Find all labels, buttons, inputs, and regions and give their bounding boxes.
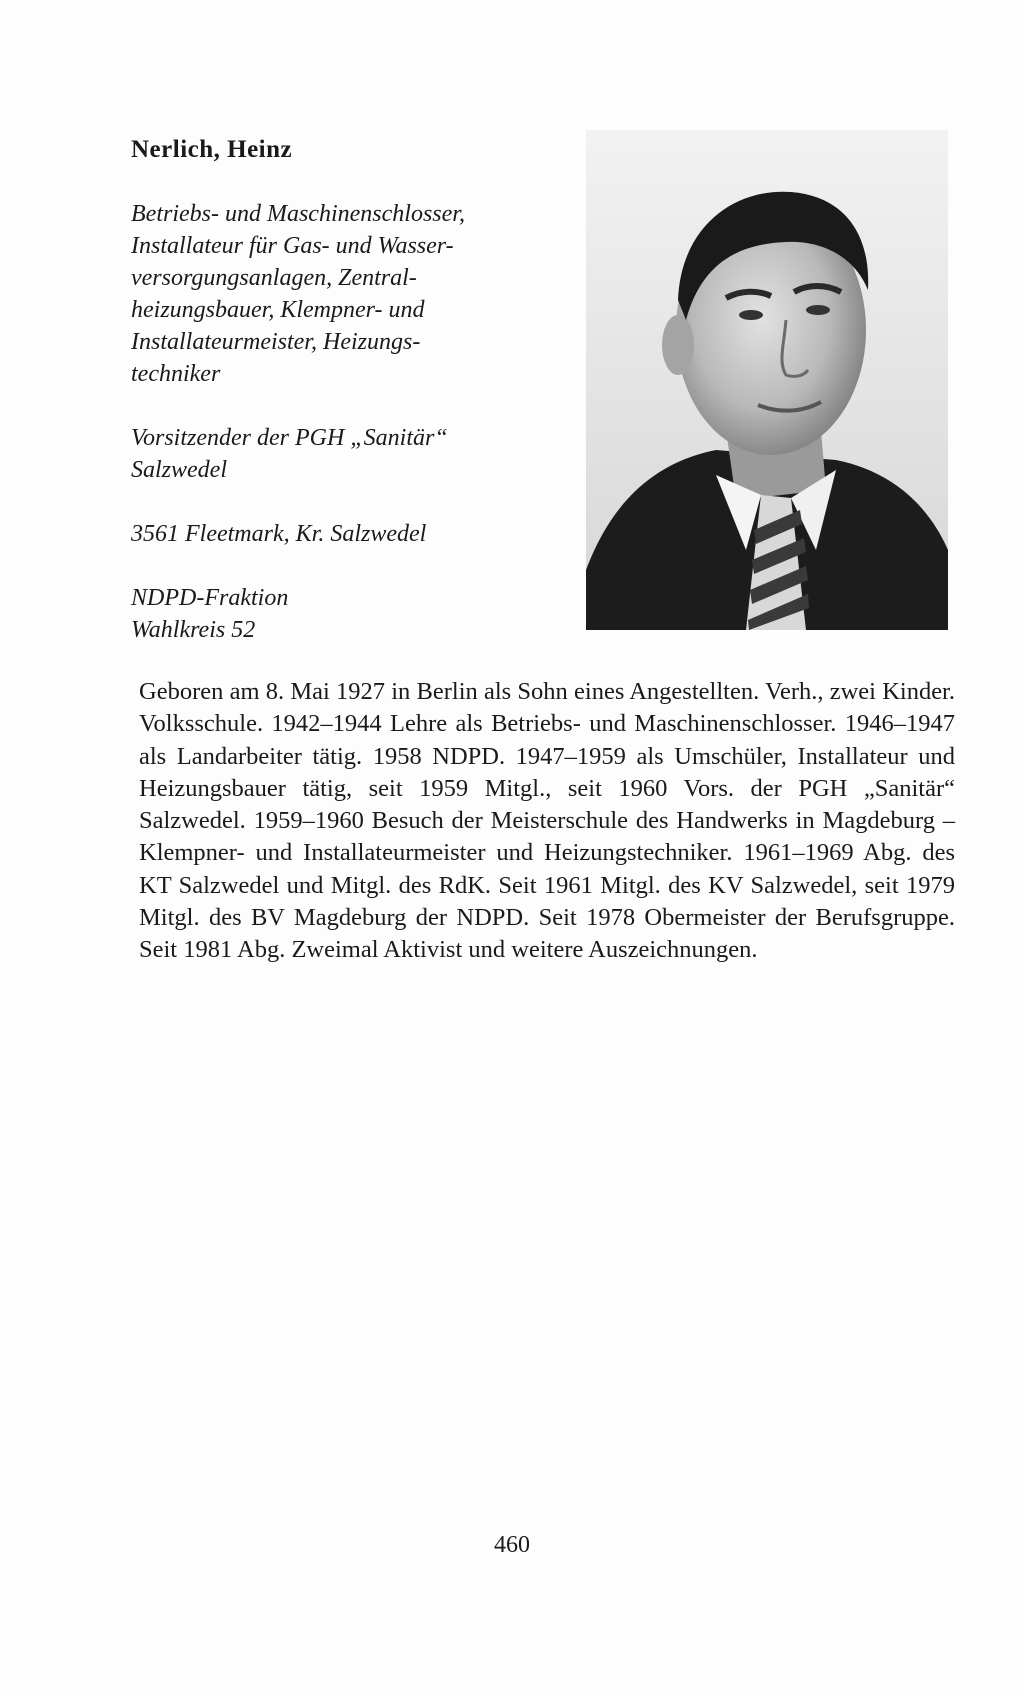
position-block	[131, 422, 571, 486]
address-block	[131, 518, 571, 550]
constituency-line: Wahlkreis 52	[131, 617, 256, 643]
entry-details	[131, 198, 571, 646]
biography-text: Geboren am 8. Mai 1927 in Berlin als Sohn eines Angestellten. Verh., zwei Kinder. Volksschule. 1942–1944 Lehre als Betriebs- und Maschinenschlosser. 1946–1947 als Landarbeiter tätig. 1958 NDPD. 1947–1959 als Umschüler, Installateur und Heizungsbauer tätig, seit 1959 Mitgl., seit 1960 Vors. der PGH „Sanitär“ Salzwedel. 1959–1960 Besuch der Meisterschule des Handwerks in Magdeburg – Klempner- und Installateurmeister und Heizungstechniker. 1961–1969 Abg. des KT Salzwedel und Mitgl. des RdK. Seit 1961 Mitgl. des KV Salzwedel, seit 1979 Mitgl. des BV Magdeburg der NDPD. Seit 1978 Obermeister der Berufsgruppe. Seit 1981 Abg. Zweimal Aktivist und weitere Auszeichnungen.	[139, 678, 955, 964]
address-line: 3561 Fleetmark, Kr. Salzwedel	[131, 521, 427, 547]
portrait-photo	[586, 130, 948, 630]
profession-line: Betriebs- und Maschinenschlosser,	[131, 201, 465, 227]
position-line: Salzwedel	[131, 457, 227, 483]
faction-block	[131, 582, 571, 646]
faction-line: NDPD-Fraktion	[131, 585, 289, 611]
person-name: Nerlich, Heinz	[131, 136, 293, 163]
profession-line: Installateur für Gas- und Wasser-	[131, 233, 454, 259]
profession-block	[131, 198, 571, 390]
position-line: Vorsitzender der PGH „Sanitär“	[131, 425, 448, 451]
profession-line: heizungsbauer, Klempner- und	[131, 297, 425, 323]
profession-line: versorgungsanlagen, Zentral-	[131, 265, 417, 291]
page-number: 460	[494, 1532, 530, 1558]
profession-line: Installateurmeister, Heizungs-	[131, 329, 421, 355]
profession-line: techniker	[131, 361, 221, 387]
